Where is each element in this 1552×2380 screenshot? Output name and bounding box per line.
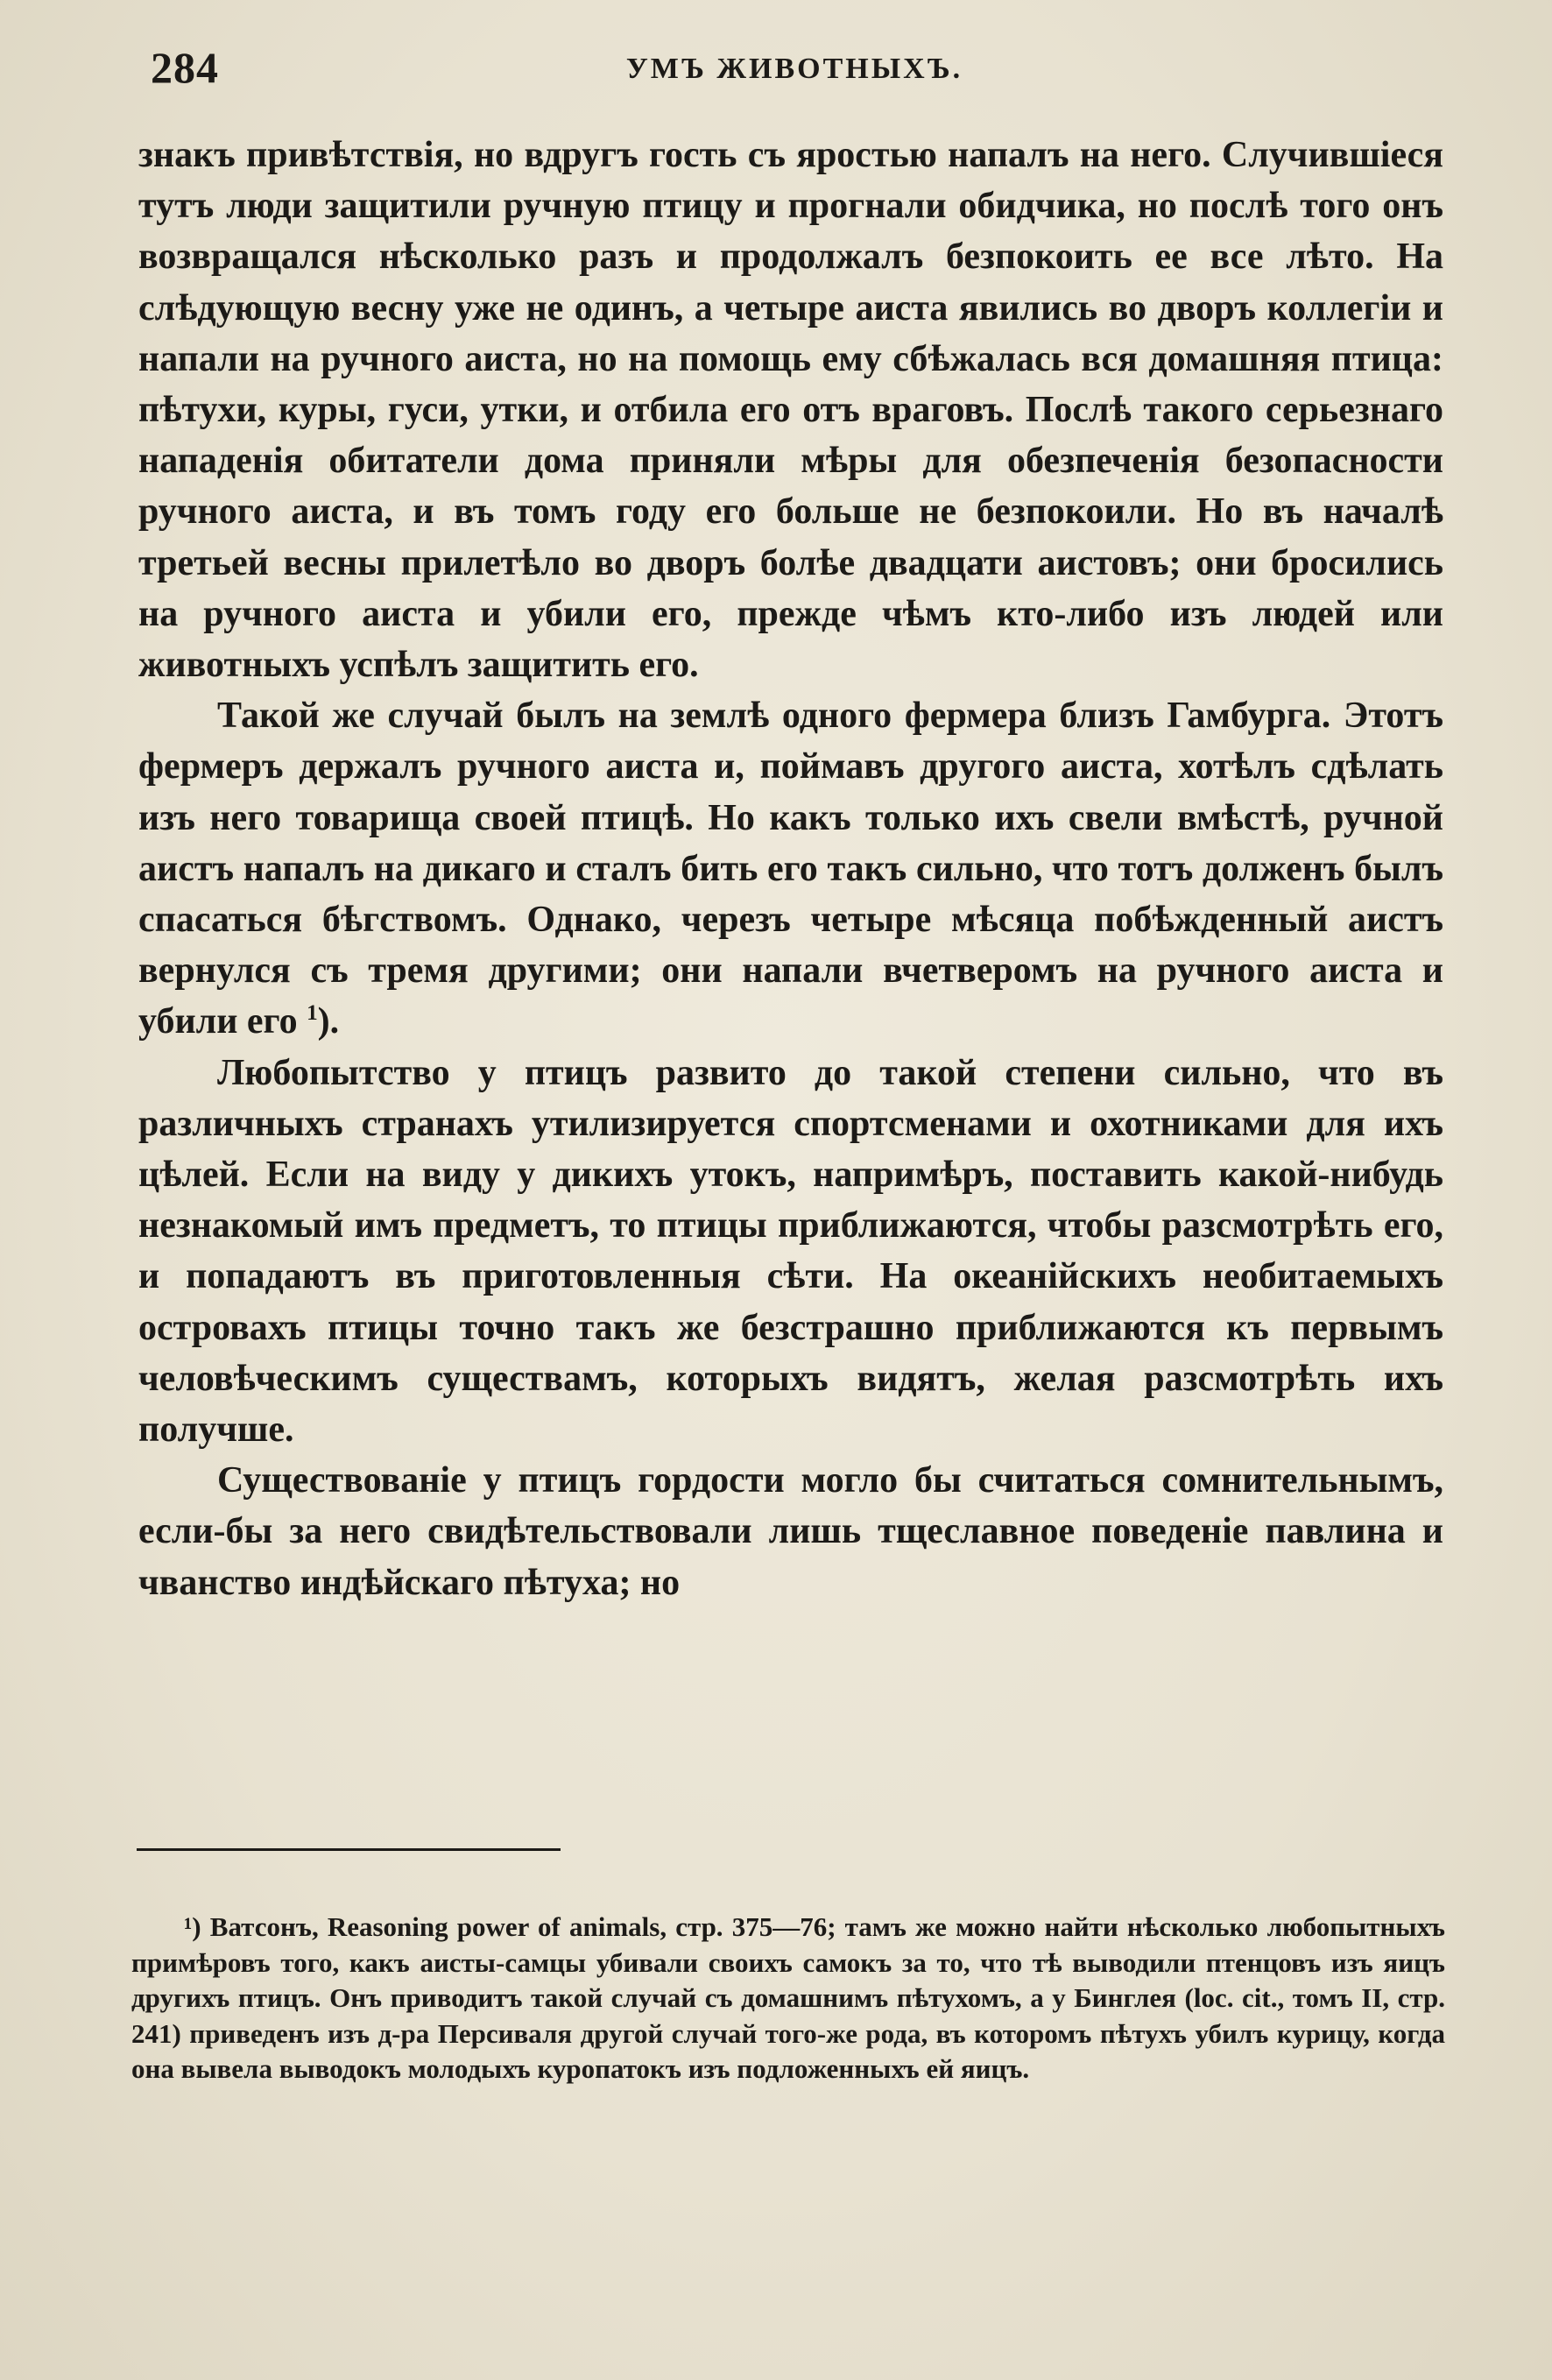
running-title: УМЪ ЖИВОТНЫХЪ. — [625, 53, 963, 85]
main-text — [138, 130, 1443, 1608]
footnote — [131, 1910, 1445, 2087]
footnote-marker: ¹) — [184, 1911, 201, 1942]
paragraph: Существованіе у птицъ гордости могло бы считаться сомнительнымъ, если-бы за него свидѣтельствовали лишь тщеславное поведеніе павлина и чванство индѣйскаго пѣтуха; но — [138, 1460, 1443, 1603]
footnote-separator — [137, 1848, 561, 1851]
paragraph-end: ). — [317, 1001, 340, 1042]
page-header — [151, 42, 1438, 95]
paragraph: знакъ привѣтствія, но вдругъ гость съ яростью напалъ на него. Случившіеся тутъ люди защитили ручную птицу и прогнали обидчика, но послѣ того онъ возвращался нѣсколько разъ и продолжалъ безпокоить ее все лѣто. На слѣдующую весну уже не одинъ, а четыре аиста явились во дворъ коллегіи и напали на ручного аиста, но на помощь ему сбѣжалась вся домашняя птица: пѣтухи, куры, гуси, утки, и отбила его отъ враговъ. Послѣ такого серьезнаго нападенія обитатели дома приняли мѣры для обезпеченія безопасности ручного аиста, и въ томъ году его больше не безпокоили. Но въ началѣ третьей весны прилетѣло во дворъ болѣе двадцати аистовъ; они бросились на ручного аиста и убили его, прежде чѣмъ кто-либо изъ людей или животныхъ успѣлъ защитить его. — [138, 135, 1443, 686]
footnotes — [131, 1910, 1445, 2087]
paragraph — [138, 690, 1443, 1047]
paragraph: Любопытство у птицъ развито до такой степени сильно, что въ различныхъ странахъ утилизируется спортсменами и охотниками для ихъ цѣлей. Если на виду у дикихъ утокъ, напримѣръ, поставить какой-нибудь незнакомый имъ предметъ, то птицы приближаются, чтобы разсмотрѣть его, и попадаютъ въ приготовленныя сѣти. На океанійскихъ необитаемыхъ островахъ птицы точно такъ же безстрашно приближаются къ первымъ человѣческимъ существамъ, которыхъ видятъ, желая разсмотрѣть ихъ получше. — [138, 1052, 1443, 1451]
page-number: 284 — [151, 43, 219, 92]
footnote-text: Ватсонъ, Reasoning power of animals, стр. 375—76; тамъ же можно найти нѣсколько любопытныхъ примѣровъ того, какъ аисты-самцы убивали своихъ самокъ за то, что тѣ выводили птенцовъ изъ яицъ другихъ птицъ. Онъ приводитъ такой случай съ домашнимъ пѣтухомъ, а у Бинглея (loc. cit., томъ II, стр. 241) приведенъ изъ д-ра Персиваля другой случай того-же рода, въ которомъ пѣтухъ убилъ курицу, когда она вывела выводокъ молодыхъ куропатокъ изъ подложенныхъ ей яицъ. — [131, 1911, 1445, 2084]
paragraph-text: Такой же случай былъ на землѣ одного фермера близъ Гамбурга. Этотъ фермеръ держалъ ручного аиста и, поймавъ другого аиста, хотѣлъ сдѣлать изъ него товарища своей птицѣ. Но какъ только ихъ свели вмѣстѣ, ручной аистъ напалъ на дикаго и сталъ бить его такъ сильно, что тотъ долженъ былъ спасаться бѣгствомъ. Однако, черезъ четыре мѣсяца побѣжденный аистъ вернулся съ тремя другими; они напали вчетверомъ на ручного аиста и убили его — [138, 696, 1443, 1042]
footnote-reference: 1 — [307, 1001, 318, 1026]
